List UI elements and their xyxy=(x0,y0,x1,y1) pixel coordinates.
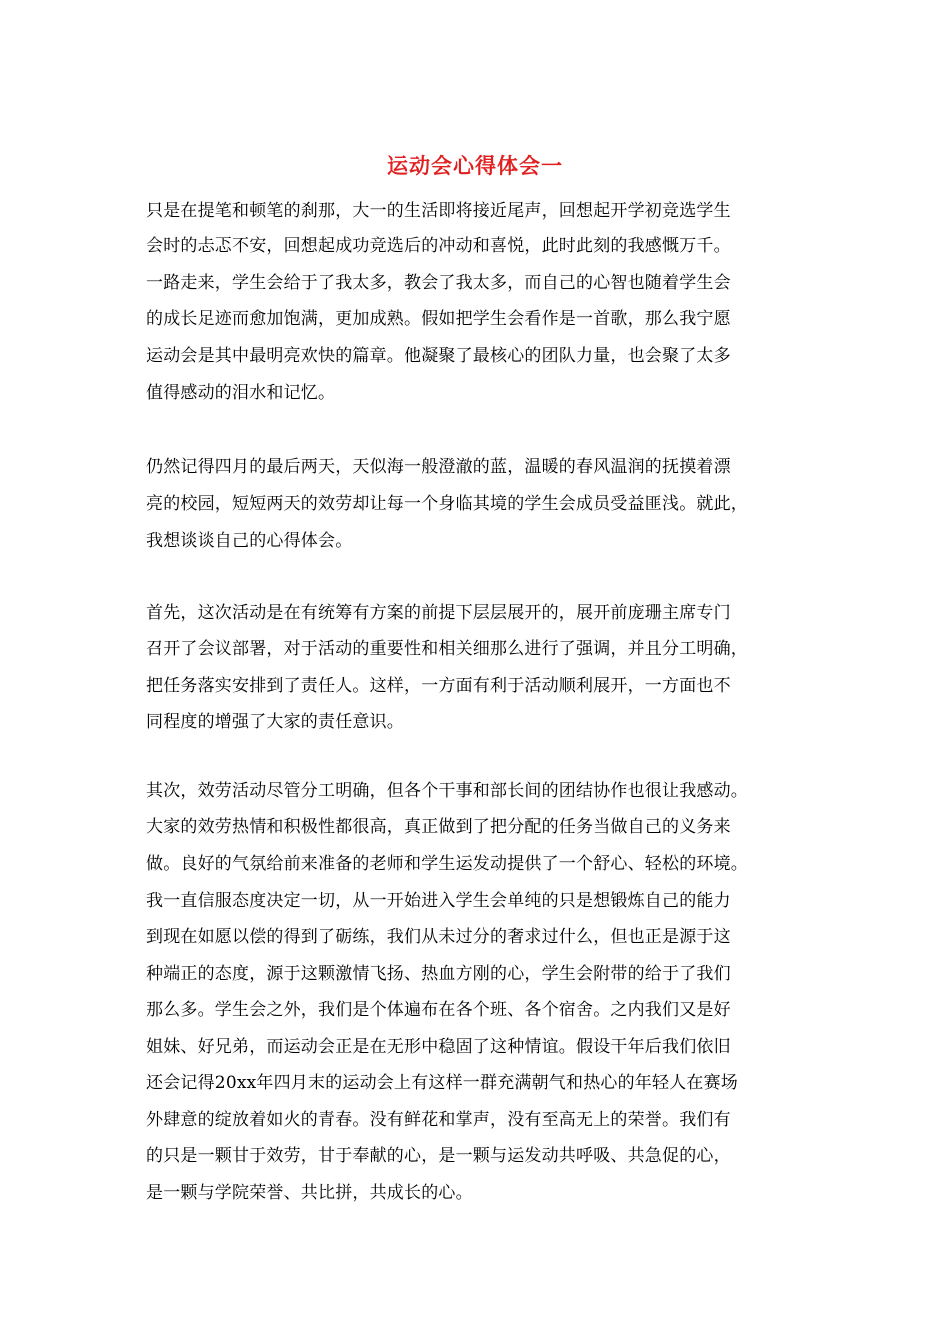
paragraph-4-line-12: 是一颗与学院荣誉、共比拼，共成长的心。 xyxy=(146,1183,473,1203)
paragraph-4-line-11: 的只是一颗甘于效劳，甘于奉献的心，是一颗与运发动共呼吸、共急促的心， xyxy=(146,1146,731,1166)
paragraph-1-line-6: 值得感动的泪水和记忆。 xyxy=(146,383,336,403)
paragraph-1-line-1: 只是在提笔和顿笔的刹那，大一的生活即将接近尾声，回想起开学初竞选学生 xyxy=(146,201,731,221)
paragraph-1-line-5: 运动会是其中最明亮欢快的篇章。他凝聚了最核心的团队力量，也会聚了太多 xyxy=(146,346,731,366)
paragraph-3-line-2: 召开了会议部署，对于活动的重要性和相关细那么进行了强调，并且分工明确， xyxy=(146,639,748,659)
paragraph-2-line-3: 我想谈谈自己的心得体会。 xyxy=(146,531,353,551)
paragraph-2-line-2: 亮的校园，短短两天的效劳却让每一个身临其境的学生会成员受益匪浅。就此， xyxy=(146,494,748,514)
paragraph-3-line-1: 首先，这次活动是在有统筹有方案的前提下层层展开的，展开前庞珊主席专门 xyxy=(146,603,731,623)
paragraph-4-line-10: 外肆意的绽放着如火的青春。没有鲜花和掌声，没有至高无上的荣誉。我们有 xyxy=(146,1110,731,1130)
paragraph-4-line-2: 大家的效劳热情和积极性都很高，真正做到了把分配的任务当做自己的义务来 xyxy=(146,817,731,837)
paragraph-4-line-5: 到现在如愿以偿的得到了砺练，我们从未过分的奢求过什么，但也正是源于这 xyxy=(146,927,731,947)
paragraph-4-line-7: 那么多。学生会之外，我们是个体遍布在各个班、各个宿舍。之内我们又是好 xyxy=(146,1000,731,1020)
paragraph-2-line-1: 仍然记得四月的最后两天，天似海一般澄澈的蓝，温暖的春风温润的抚摸着漂 xyxy=(146,457,731,477)
paragraph-4-line-8: 姐妹、好兄弟，而运动会正是在无形中稳固了这种情谊。假设干年后我们依旧 xyxy=(146,1037,731,1057)
paragraph-4-line-6: 种端正的态度，源于这颗激情飞扬、热血方刚的心，学生会附带的给于了我们 xyxy=(146,964,731,984)
paragraph-3-line-3: 把任务落实安排到了责任人。这样，一方面有利于活动顺利展开，一方面也不 xyxy=(146,676,731,696)
document-title: 运动会心得体会一 xyxy=(387,153,563,178)
paragraph-1-line-2: 会时的忐忑不安，回想起成功竞选后的冲动和喜悦，此时此刻的我感慨万千。 xyxy=(146,236,731,256)
paragraph-4-line-9: 还会记得20xx年四月末的运动会上有这样一群充满朝气和热心的年轻人在赛场 xyxy=(146,1073,739,1093)
paragraph-4-line-4: 我一直信服态度决定一切，从一开始进入学生会单纯的只是想锻炼自己的能力 xyxy=(146,891,731,911)
paragraph-1-line-3: 一路走来，学生会给于了我太多，教会了我太多，而自己的心智也随着学生会 xyxy=(146,273,731,293)
paragraph-3-line-4: 同程度的增强了大家的责任意识。 xyxy=(146,712,404,732)
paragraph-1-line-4: 的成长足迹而愈加饱满，更加成熟。假如把学生会看作是一首歌，那么我宁愿 xyxy=(146,309,731,329)
paragraph-4-line-1: 其次，效劳活动尽管分工明确，但各个干事和部长间的团结协作也很让我感动。 xyxy=(146,781,748,801)
paragraph-4-line-3: 做。良好的气氛给前来准备的老师和学生运发动提供了一个舒心、轻松的环境。 xyxy=(146,854,748,874)
